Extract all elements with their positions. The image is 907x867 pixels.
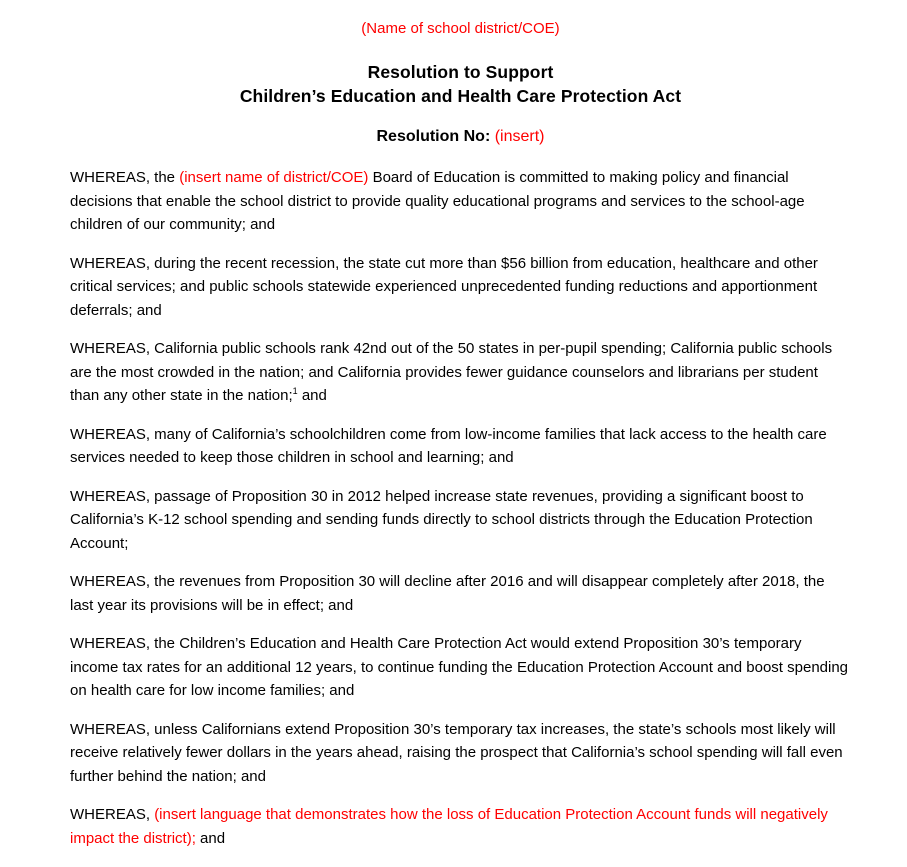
paragraph-text: WHEREAS, California public schools rank 42nd out of the 50 states in per-pupil spending; California public schools are the most crowded in the nation; and California provides fewer guidance counselors and librarians per student than any other state in the nation; (70, 340, 833, 404)
paragraph-text: WHEREAS, many of California’s schoolchildren come from low-income families that lack access to the health care services needed to keep those children in school and learning; and (70, 425, 827, 466)
paragraph-text: WHEREAS, (70, 806, 155, 823)
paragraph-text: WHEREAS, the revenues from Proposition 30 will decline after 2016 and will disappear completely after 2018, the last year its provisions will be in effect; and (70, 573, 825, 614)
paragraph-text: WHEREAS, the Children’s Education and Health Care Protection Act would extend Proposition 30’s temporary income tax rates for an additional 12 years, to continue funding the Education Protection Account and boost spending on health care for low income families; and (70, 635, 849, 699)
document-title (70, 60, 851, 108)
title-line-1: Resolution to Support (367, 62, 554, 82)
resolution-number-placeholder: (insert) (494, 128, 545, 145)
whereas-paragraph (70, 570, 851, 617)
whereas-paragraph (70, 485, 851, 556)
whereas-paragraph (70, 632, 851, 703)
insert-placeholder-text: (insert language that demonstrates how the loss of Education Protection Account funds will negatively impact the district); (70, 806, 828, 847)
document-body (70, 166, 851, 850)
whereas-paragraph (70, 803, 851, 850)
paragraph-text: Board of Education is committed to making policy and financial decisions that enable the school district to provide quality educational programs and services to the school-age children of our community; and (70, 169, 805, 233)
paragraph-text: and (297, 387, 327, 404)
whereas-paragraph (70, 423, 851, 470)
paragraph-text: WHEREAS, the (70, 169, 180, 186)
footnote-reference: 1 (292, 386, 298, 396)
whereas-paragraph (70, 166, 851, 237)
resolution-number-line (70, 128, 851, 146)
title-line-2: Children’s Education and Health Care Protection Act (239, 86, 682, 106)
paragraph-text: WHEREAS, passage of Proposition 30 in 2012 helped increase state revenues, providing a significant boost to California’s K-12 school spending and sending funds directly to school districts through the Education Protection Account; (70, 487, 813, 552)
document-header (70, 20, 851, 146)
paragraph-text: and (195, 829, 226, 847)
paragraph-text: WHEREAS, unless Californians extend Proposition 30’s temporary tax increases, the state’s schools most likely will receive relatively fewer dollars in the years ahead, raising the prospect that California’s school spending will fall even further behind the nation; and (70, 720, 843, 785)
whereas-paragraph (70, 337, 851, 408)
whereas-paragraph (70, 252, 851, 323)
resolution-number-label: Resolution No: (376, 128, 491, 145)
whereas-paragraph (70, 718, 851, 789)
district-name-placeholder: (Name of school district/COE) (361, 20, 560, 37)
paragraph-text: WHEREAS, during the recent recession, the state cut more than $56 billion from education, healthcare and other critical services; and public schools statewide experienced unprecedented funding reductions and apportionment deferrals; and (70, 254, 818, 319)
insert-placeholder-text: (insert name of district/COE) (179, 169, 369, 186)
